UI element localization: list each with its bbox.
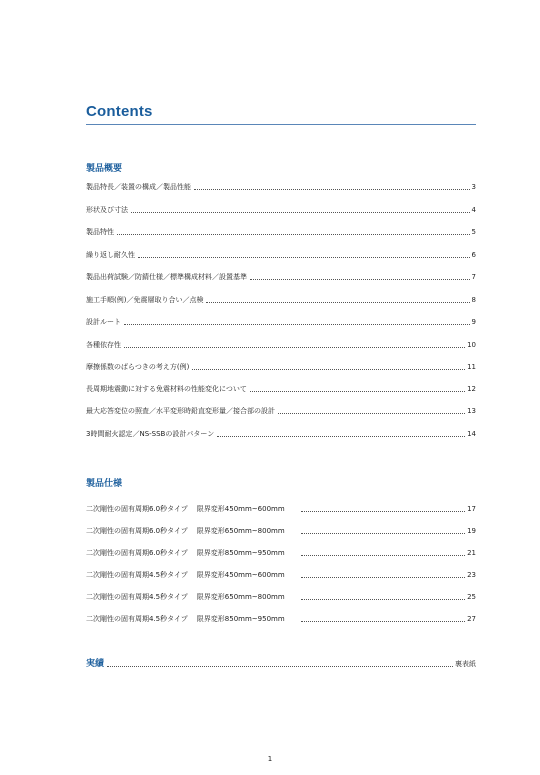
dot-leader: [192, 369, 465, 370]
toc-entry[interactable]: [86, 315, 476, 327]
toc-entry[interactable]: [86, 546, 476, 558]
dot-leader: [194, 189, 470, 190]
toc-entry-label: 摩擦係数のばらつきの考え方(例): [86, 363, 190, 371]
toc-entry-label: 最大応答変位の照査／水平変形時鉛直変形量／接合部の設計: [86, 407, 275, 415]
toc-entry-label: 3時間耐火認定／NS-SSBの設計パターン: [86, 430, 215, 438]
track-record-page: 裏表紙: [455, 660, 476, 668]
dot-leader: [117, 234, 470, 235]
toc-entry[interactable]: [86, 382, 476, 394]
toc-entry[interactable]: [86, 590, 476, 602]
toc-entry-label: 形状及び寸法: [86, 206, 128, 214]
toc-entry-page: 12: [467, 385, 476, 393]
toc-entry-label: 繰り返し耐久性: [86, 251, 135, 259]
limit-deformation: 限界変形650mm~800mm: [196, 593, 285, 601]
dot-leader: [250, 391, 465, 392]
toc-entry-page: 8: [471, 296, 476, 304]
toc-entry[interactable]: [86, 293, 476, 305]
dot-leader: [301, 555, 465, 556]
toc-entry-page: 5: [471, 228, 476, 236]
toc-entry-page: 6: [471, 251, 476, 259]
limit-deformation: 限界変形450mm~600mm: [196, 505, 285, 513]
toc-entry-label: 設計ルート: [86, 318, 121, 326]
toc-entry-page: 25: [467, 593, 476, 601]
period-type: 二次剛性の固有周期6.0秒タイプ: [86, 505, 188, 513]
limit-deformation: 限界変形450mm~600mm: [196, 571, 285, 579]
toc-entry[interactable]: [86, 612, 476, 624]
toc-entry-label: [86, 593, 298, 602]
toc-entry[interactable]: [86, 225, 476, 237]
dot-leader: [301, 599, 465, 600]
toc-entry[interactable]: [86, 524, 476, 536]
toc-entry-page: 23: [467, 571, 476, 579]
toc-entry-page: 7: [471, 273, 476, 281]
period-type: 二次剛性の固有周期4.5秒タイプ: [86, 593, 188, 601]
toc-entry-track-record[interactable]: [86, 658, 476, 670]
dot-leader: [206, 302, 469, 303]
page-number: 1: [267, 755, 273, 763]
toc-entry-label: 製品特長／装置の構成／製品性能: [86, 183, 191, 191]
dot-leader: [124, 347, 465, 348]
toc-entry-label: 長周期地震動に対する免震材料の性能変化について: [86, 385, 247, 393]
toc-entry[interactable]: [86, 404, 476, 416]
toc-entry-page: 14: [467, 430, 476, 438]
dot-leader: [138, 257, 470, 258]
toc-entry-page: 11: [467, 363, 476, 371]
toc-entry-label: [86, 549, 298, 558]
toc-entry-label: [86, 571, 298, 580]
toc-entry-label: [86, 527, 298, 536]
toc-entry-label: 製品出荷試験／防錆仕様／標準構成材料／設置基準: [86, 273, 247, 281]
toc-entry[interactable]: [86, 203, 476, 215]
section-heading-specifications: 製品仕様: [86, 479, 123, 489]
limit-deformation: 限界変形850mm~950mm: [196, 549, 285, 557]
period-type: 二次剛性の固有周期4.5秒タイプ: [86, 615, 188, 623]
period-type: 二次剛性の固有周期4.5秒タイプ: [86, 571, 188, 579]
toc-entry[interactable]: [86, 270, 476, 282]
dot-leader: [107, 666, 453, 667]
dot-leader: [217, 436, 465, 437]
toc-entry-page: 27: [467, 615, 476, 623]
toc-entry-page: 19: [467, 527, 476, 535]
period-type: 二次剛性の固有周期6.0秒タイプ: [86, 527, 188, 535]
toc-entry-label: 各種依存性: [86, 341, 121, 349]
dot-leader: [301, 511, 465, 512]
limit-deformation: 限界変形650mm~800mm: [196, 527, 285, 535]
track-record-label: 実績: [86, 659, 105, 669]
toc-entry-label: 製品特性: [86, 228, 114, 236]
toc-entry-label: [86, 615, 298, 624]
toc-entry-page: 4: [471, 206, 476, 214]
limit-deformation: 限界変形850mm~950mm: [196, 615, 285, 623]
toc-entry-page: 21: [467, 549, 476, 557]
toc-entry-label: [86, 505, 298, 514]
toc-entry-label: 施工手順(例)／免震層取り合い／点検: [86, 296, 204, 304]
toc-entry-page: 3: [471, 183, 476, 191]
dot-leader: [301, 533, 465, 534]
period-type: 二次剛性の固有周期6.0秒タイプ: [86, 549, 188, 557]
dot-leader: [278, 413, 465, 414]
title-divider: [86, 124, 476, 125]
section-heading-overview: 製品概要: [86, 164, 123, 174]
page-title: Contents: [86, 103, 153, 120]
toc-entry-page: 13: [467, 407, 476, 415]
dot-leader: [250, 279, 470, 280]
dot-leader: [131, 212, 470, 213]
toc-entry[interactable]: [86, 502, 476, 514]
dot-leader: [301, 621, 465, 622]
toc-entry-page: 17: [467, 505, 476, 513]
toc-entry[interactable]: [86, 248, 476, 260]
toc-entry-page: 9: [471, 318, 476, 326]
toc-entry[interactable]: [86, 568, 476, 580]
toc-entry[interactable]: [86, 427, 476, 439]
toc-entry[interactable]: [86, 338, 476, 350]
dot-leader: [124, 324, 470, 325]
dot-leader: [301, 577, 465, 578]
toc-entry[interactable]: [86, 180, 476, 192]
toc-entry-page: 10: [467, 341, 476, 349]
toc-entry[interactable]: [86, 360, 476, 372]
